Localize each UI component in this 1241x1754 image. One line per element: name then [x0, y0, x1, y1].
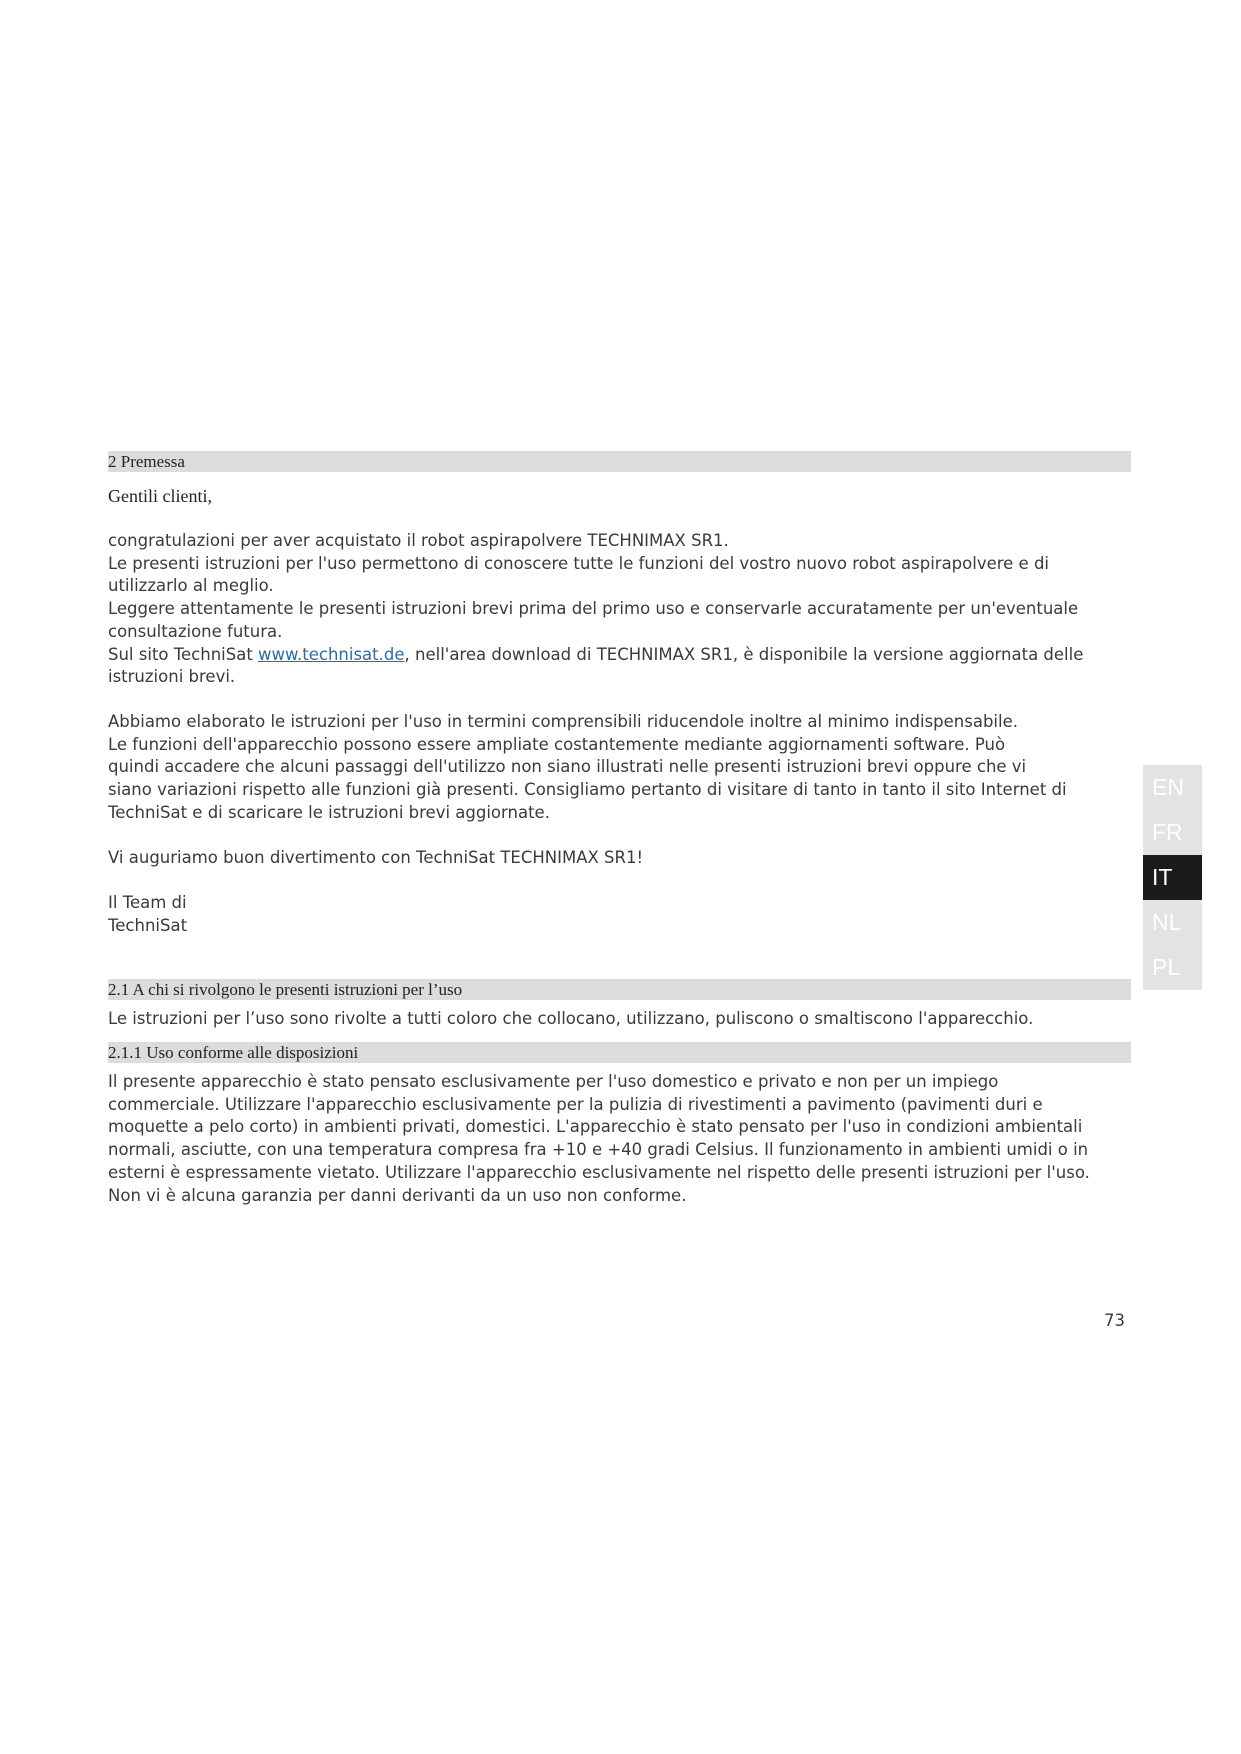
use-line: esterni è espressamente vietato. Utilizzare l'apparecchio esclusivamente nel rispetto delle presenti istruzioni per l'uso.	[108, 1162, 1090, 1182]
intro-line: consultazione futura.	[108, 621, 283, 641]
use-line: moquette a pelo corto) in ambienti privati, domestici. L'apparecchio è stato pensato per l'uso in condizioni ambientali	[108, 1117, 1083, 1137]
technisat-website-link[interactable]: www.technisat.de	[258, 644, 405, 664]
section-heading-use	[108, 1042, 1131, 1063]
intro-paragraph	[108, 530, 1138, 689]
instructions-paragraph	[108, 711, 1138, 825]
site-line	[108, 644, 1138, 667]
section-heading-target	[108, 979, 1131, 1000]
use-paragraph	[108, 1071, 1138, 1207]
language-tab-en[interactable]: EN	[1152, 774, 1184, 800]
instructions-line: Abbiamo elaborato le istruzioni per l'uso in termini comprensibili riducendole inoltre al minimo indispensabile.	[108, 712, 1018, 731]
site-line-suffix: , nell'area download di TECHNIMAX SR1, è disponibile la versione aggiornata delle	[404, 644, 1084, 664]
language-tab-pl[interactable]: PL	[1152, 954, 1181, 980]
wish-line	[108, 847, 1138, 870]
use-line: normali, asciutte, con una temperatura compresa fra +10 e +40 gradi Celsius. Il funzionamento in ambienti umidi o in	[108, 1140, 1089, 1160]
use-line: commerciale. Utilizzare l'apparecchio esclusivamente per la pulizia di rivestimenti a pavimento (pavimenti duri e	[108, 1094, 1043, 1114]
section-heading-premessa	[108, 451, 1131, 472]
language-tabs	[1143, 765, 1202, 990]
signature	[108, 892, 1138, 937]
instructions-line: siano variazioni rispetto alle funzioni già presenti. Consigliamo pertanto di visitare di tanto in tanto il sito Internet di	[108, 780, 1067, 800]
site-line-prefix: Sul sito TechniSat	[108, 644, 259, 664]
section-heading-use-text: 2.1.1 Uso conforme alle disposizioni	[108, 1043, 359, 1062]
use-line: Il presente apparecchio è stato pensato esclusivamente per l'uso domestico e privato e non per un impiego	[108, 1072, 999, 1091]
instructions-line: TechniSat e di scaricare le istruzioni brevi aggiornate.	[108, 802, 550, 822]
target-paragraph	[108, 1008, 1138, 1031]
page-number: 73	[1104, 1311, 1125, 1330]
wish-text: Vi auguriamo buon divertimento con TechniSat TECHNIMAX SR1!	[108, 848, 644, 867]
signature-line: Il Team di	[108, 893, 187, 912]
section-heading-premessa-text: 2 Premessa	[108, 452, 185, 471]
language-tab-fr[interactable]: FR	[1152, 819, 1183, 845]
intro-line: Le presenti istruzioni per l'uso permettono di conoscere tutte le funzioni del vostro nuovo robot aspirapolvere e di	[108, 553, 1050, 573]
salutation: Gentili clienti,	[108, 486, 212, 506]
instructions-line: quindi accadere che alcuni passaggi dell'utilizzo non siano illustrati nelle presenti istruzioni brevi oppure che vi	[108, 757, 1027, 777]
intro-line: istruzioni brevi.	[108, 667, 236, 687]
intro-line: Leggere attentamente le presenti istruzioni brevi prima del primo uso e conservarle accuratamente per un'eventuale	[108, 599, 1079, 619]
language-tab-nl[interactable]: NL	[1152, 909, 1182, 935]
section-heading-target-text: 2.1 A chi si rivolgono le presenti istruzioni per l’uso	[108, 980, 463, 999]
instructions-line: Le funzioni dell'apparecchio possono essere ampliate costantemente mediante aggiornamenti software. Può	[108, 734, 1006, 754]
intro-line: congratulazioni per aver acquistato il robot aspirapolvere TECHNIMAX SR1.	[108, 531, 729, 550]
use-line: Non vi è alcuna garanzia per danni derivanti da un uso non conforme.	[108, 1185, 687, 1205]
signature-line: TechniSat	[108, 915, 188, 935]
intro-line: utilizzarlo al meglio.	[108, 576, 274, 596]
language-tab-it[interactable]: IT	[1143, 855, 1202, 900]
target-text: Le istruzioni per l’uso sono rivolte a tutti coloro che collocano, utilizzano, puliscono o smaltiscono l'apparecchio.	[108, 1009, 1034, 1028]
